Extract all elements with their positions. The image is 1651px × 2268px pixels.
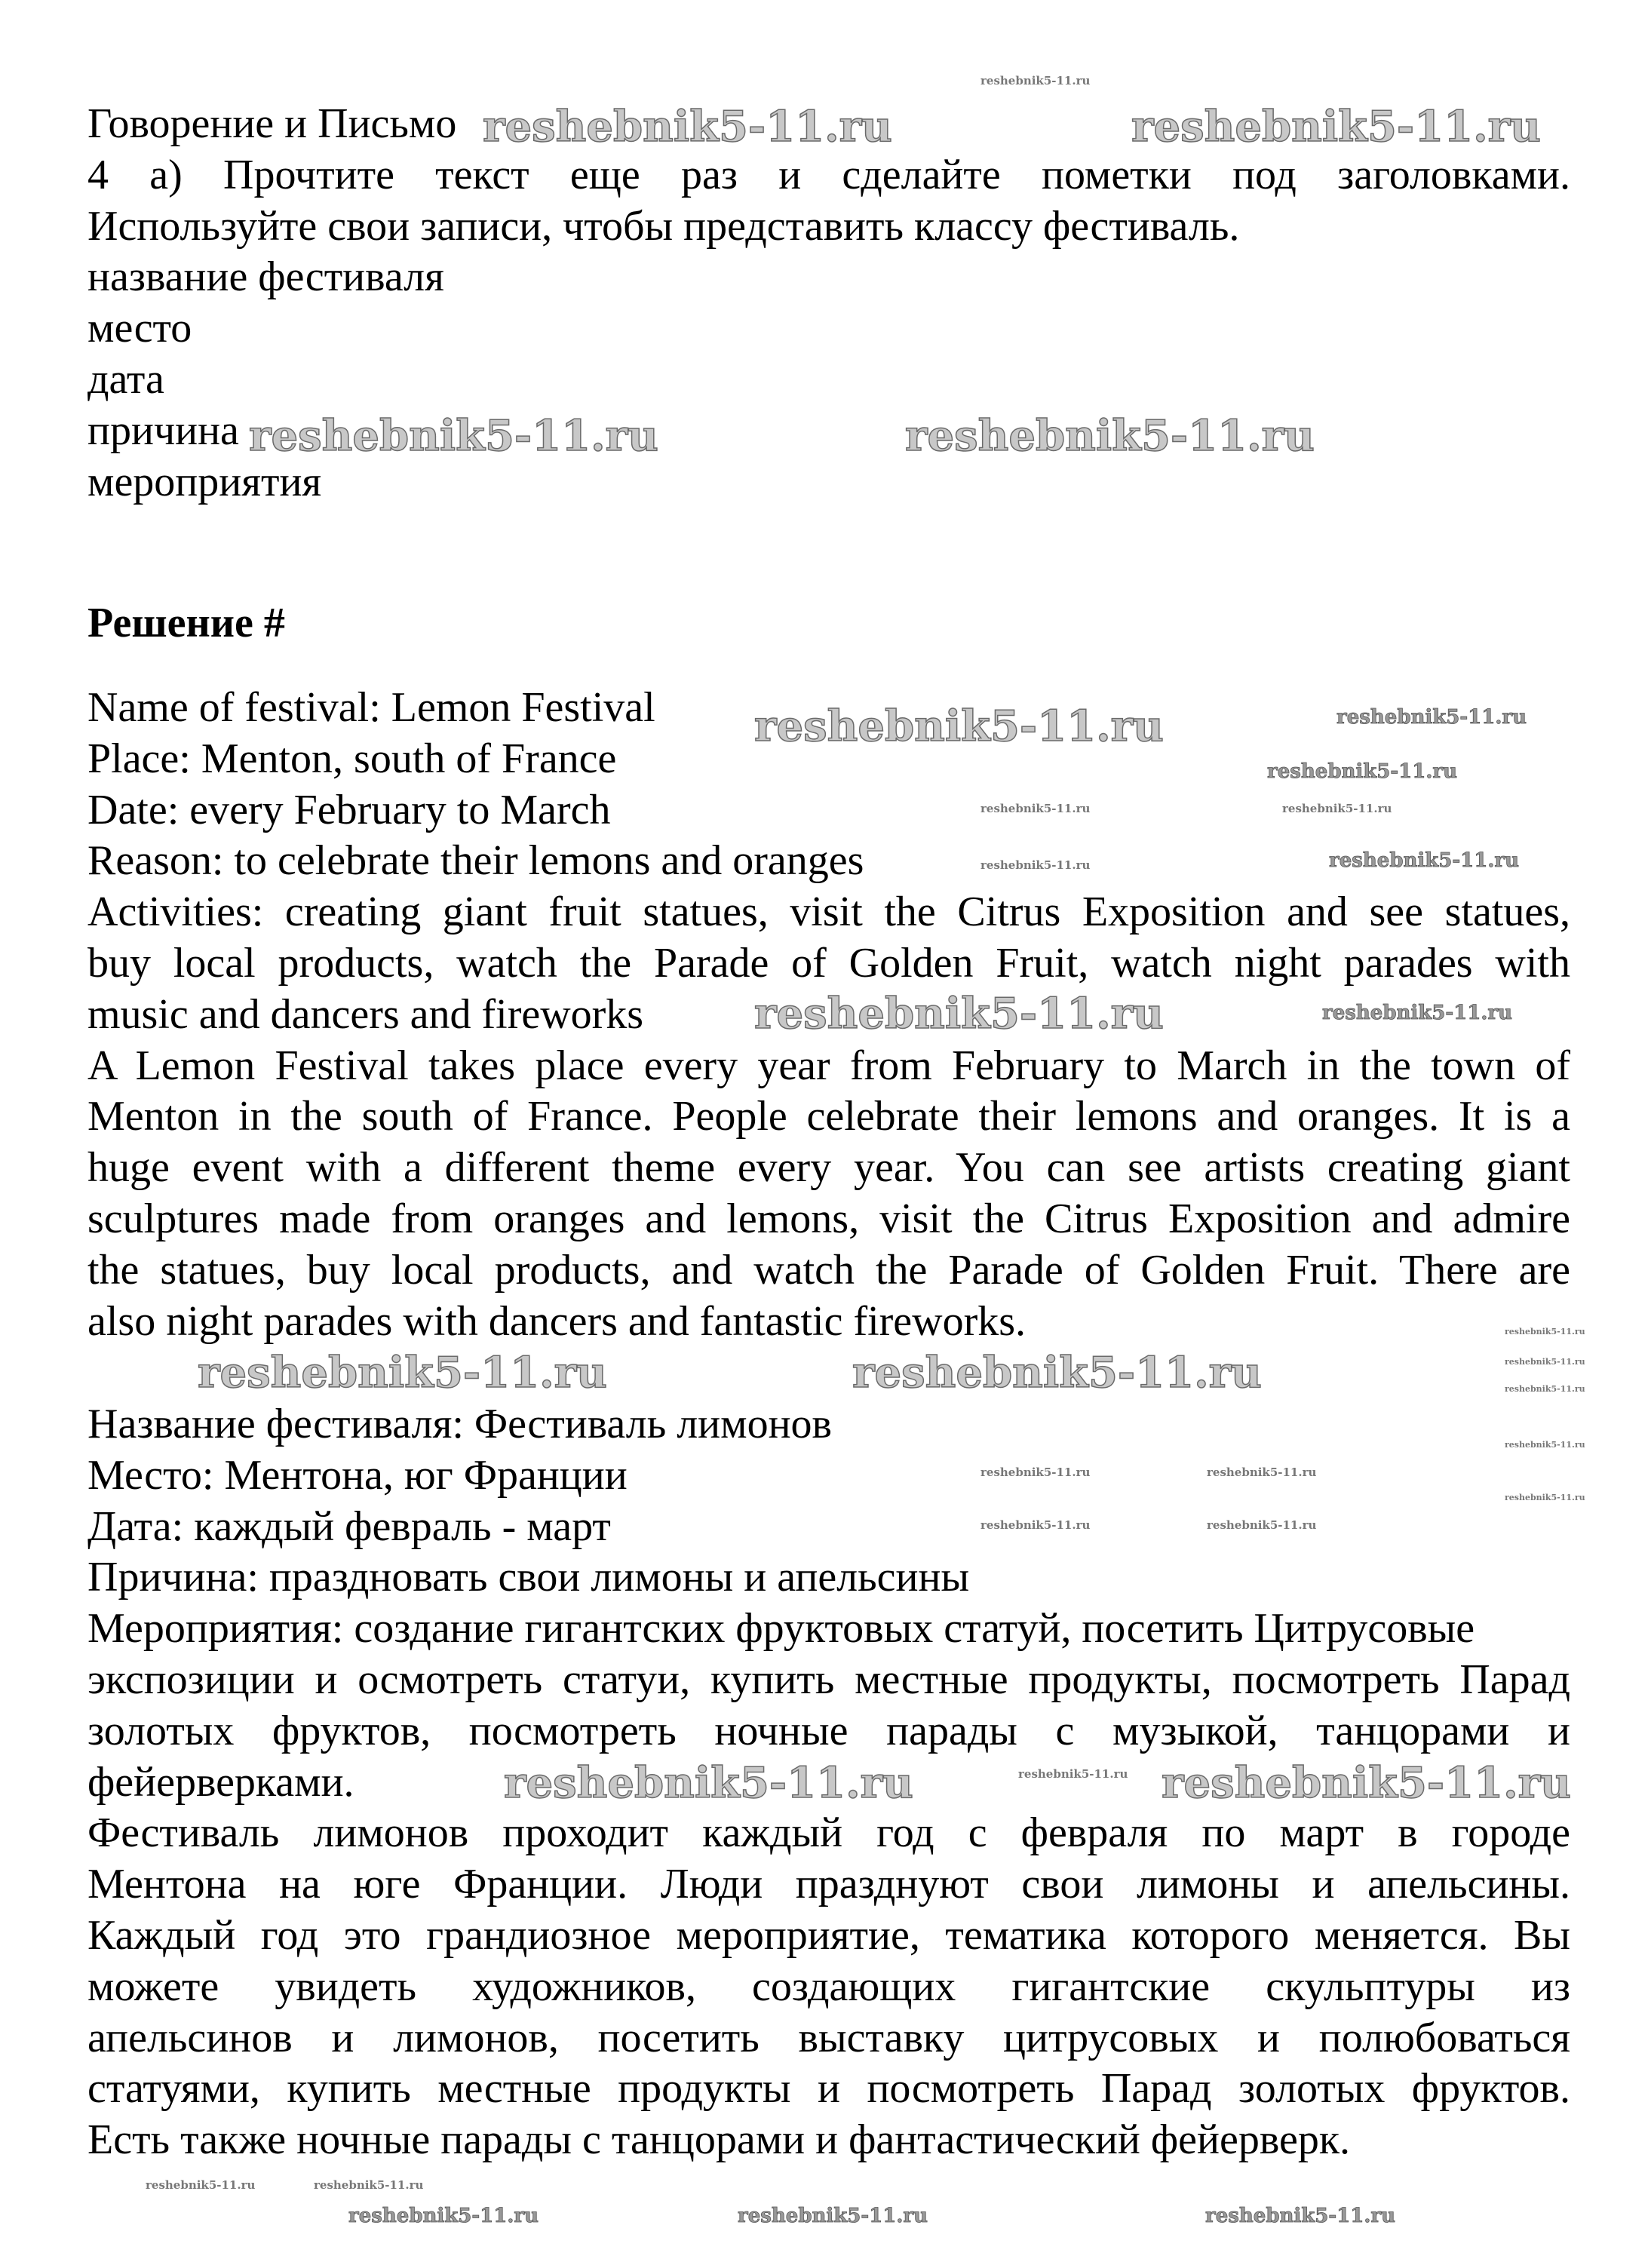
section-header: Говорение и Письмо bbox=[87, 100, 457, 147]
watermark: reshebnik5-11.ru bbox=[1131, 102, 1541, 152]
watermark: reshebnik5-11.ru bbox=[146, 2178, 256, 2192]
watermark: reshebnik5-11.ru bbox=[980, 1518, 1091, 1532]
english-solution bbox=[87, 683, 1570, 1347]
watermark: reshebnik5-11.ru bbox=[754, 701, 1164, 751]
heading-item: мероприятия bbox=[87, 458, 322, 505]
watermark: reshebnik5-11.ru bbox=[1336, 706, 1527, 729]
activities-line: music and dancers and fireworks bbox=[87, 990, 644, 1038]
text-line: sculptures made from oranges and lemons, visit the Citrus Exposition and admire bbox=[87, 1195, 1570, 1242]
watermark: reshebnik5-11.ru bbox=[348, 2205, 539, 2227]
note-line: Date: every February to March bbox=[87, 786, 611, 833]
russian-solution bbox=[87, 1399, 1570, 2166]
text-line: Фестиваль лимонов проходит каждый год с февраля по март в городе bbox=[87, 1809, 1570, 1857]
watermark: reshebnik5-11.ru bbox=[980, 858, 1091, 872]
note-line: Место: Ментона, юг Франции bbox=[87, 1451, 628, 1499]
watermark: reshebnik5-11.ru bbox=[980, 802, 1091, 815]
watermark: reshebnik5-11.ru bbox=[1505, 1384, 1585, 1394]
watermark: reshebnik5-11.ru bbox=[1207, 1518, 1317, 1532]
watermark: reshebnik5-11.ru bbox=[905, 411, 1315, 461]
watermark: reshebnik5-11.ru bbox=[1018, 1767, 1128, 1781]
solution-title: Решение # bbox=[87, 600, 285, 646]
task-section bbox=[87, 99, 1570, 508]
text-line: статуями, купить местные продукты и посмотреть Парад золотых фруктов. bbox=[87, 2065, 1570, 2113]
note-line: Reason: to celebrate their lemons and oranges bbox=[87, 837, 864, 885]
watermark: reshebnik5-11.ru bbox=[1505, 1493, 1585, 1502]
watermark: reshebnik5-11.ru bbox=[1505, 1357, 1585, 1367]
text-line: Каждый год это грандиозное мероприятие, тематика которого меняется. Вы bbox=[87, 1911, 1570, 1959]
watermark: reshebnik5-11.ru bbox=[504, 1758, 913, 1808]
activities-line: Activities: creating giant fruit statues, visit the Citrus Exposition and see statues, bbox=[87, 888, 1570, 936]
activities-line: фейерверками. bbox=[87, 1758, 354, 1806]
activities-line: золотых фруктов, посмотреть ночные парады с музыкой, танцорами и bbox=[87, 1707, 1570, 1754]
text-line: also night parades with dancers and fantastic fireworks. bbox=[87, 1297, 1027, 1345]
text-line: huge event with a different theme every year. You can see artists creating giant bbox=[87, 1144, 1570, 1192]
watermark: reshebnik5-11.ru bbox=[754, 989, 1164, 1039]
heading-item: название фестиваля bbox=[87, 253, 444, 301]
note-line: Причина: праздновать свои лимоны и апельсины bbox=[87, 1554, 970, 1601]
watermark: reshebnik5-11.ru bbox=[1329, 849, 1520, 872]
watermark: reshebnik5-11.ru bbox=[980, 1465, 1091, 1479]
activities-line: buy local products, watch the Parade of Golden Fruit, watch night parades with bbox=[87, 939, 1570, 987]
text-line: A Lemon Festival takes place every year from February to March in the town of bbox=[87, 1042, 1570, 1089]
watermark: reshebnik5-11.ru bbox=[1282, 802, 1392, 815]
note-line: Name of festival: Lemon Festival bbox=[87, 684, 655, 731]
note-line: Дата: каждый февраль - март bbox=[87, 1502, 611, 1550]
heading-item: причина bbox=[87, 407, 239, 454]
watermark: reshebnik5-11.ru bbox=[198, 1348, 607, 1398]
text-line: апельсинов и лимонов, посетить выставку цитрусовых и полюбоваться bbox=[87, 2014, 1570, 2061]
heading-item: место bbox=[87, 305, 192, 352]
text-line: Menton in the south of France. People celebrate their lemons and oranges. It is a bbox=[87, 1093, 1570, 1140]
heading-item: дата bbox=[87, 355, 164, 403]
text-line: можете увидеть художников, создающих гигантские скульптуры из bbox=[87, 1963, 1570, 2010]
watermark: reshebnik5-11.ru bbox=[314, 2178, 424, 2192]
watermark: reshebnik5-11.ru bbox=[1207, 1465, 1317, 1479]
instruction-line: Используйте свои записи, чтобы представить классу фестиваль. bbox=[87, 202, 1240, 250]
watermark: reshebnik5-11.ru bbox=[738, 2205, 928, 2227]
note-line: Place: Menton, south of France bbox=[87, 735, 617, 782]
watermark: reshebnik5-11.ru bbox=[483, 102, 892, 152]
text-line: Ментона на юге Франции. Люди празднуют свои лимоны и апельсины. bbox=[87, 1861, 1570, 1908]
watermark: reshebnik5-11.ru bbox=[852, 1348, 1262, 1398]
text-line: Есть также ночные парады с танцорами и фантастический фейерверк. bbox=[87, 2116, 1351, 2164]
watermark: reshebnik5-11.ru bbox=[1505, 1327, 1585, 1337]
watermark: reshebnik5-11.ru bbox=[1322, 1002, 1513, 1024]
watermark: reshebnik5-11.ru bbox=[1505, 1440, 1585, 1450]
activities-line: экспозиции и осмотреть статуи, купить местные продукты, посмотреть Парад bbox=[87, 1656, 1570, 1703]
watermark: reshebnik5-11.ru bbox=[980, 74, 1091, 87]
watermark: reshebnik5-11.ru bbox=[249, 411, 658, 461]
watermark: reshebnik5-11.ru bbox=[1162, 1758, 1571, 1808]
text-line: the statues, buy local products, and watch the Parade of Golden Fruit. There are bbox=[87, 1246, 1570, 1294]
note-line: Название фестиваля: Фестиваль лимонов bbox=[87, 1401, 832, 1447]
watermark: reshebnik5-11.ru bbox=[1205, 2205, 1396, 2227]
activities-line: Мероприятия: создание гигантских фруктовых статуй, посетить Цитрусовые bbox=[87, 1605, 1475, 1653]
instruction-line: 4 a) Прочтите текст еще раз и сделайте пометки под заголовками. bbox=[87, 151, 1570, 198]
watermark: reshebnik5-11.ru bbox=[1267, 760, 1458, 783]
